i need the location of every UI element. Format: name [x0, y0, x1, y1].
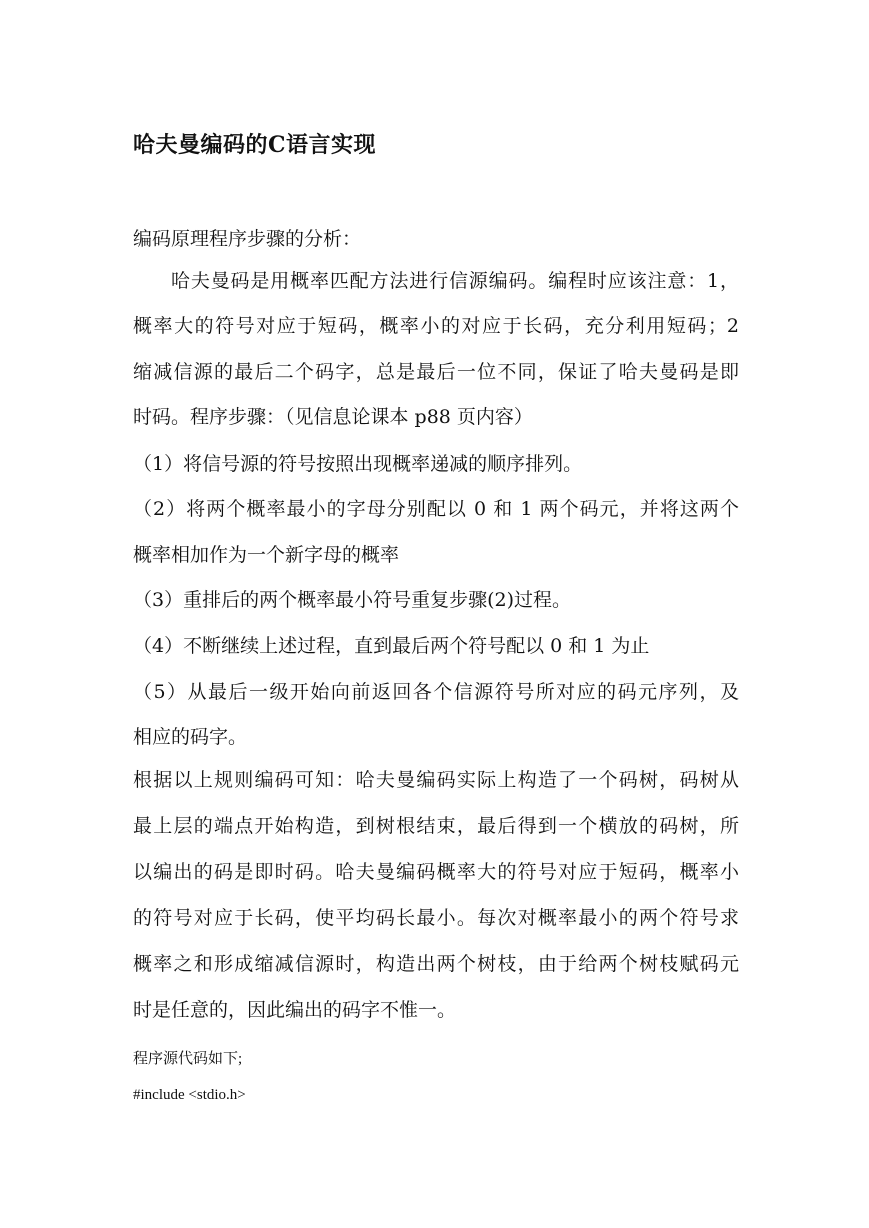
summary-line-1: 根据以上规则编码可知：哈夫曼编码实际上构造了一个码树，码树从 — [133, 769, 739, 791]
step-5-line-2: 相应的码字。 — [133, 726, 248, 748]
code-line-1: #include <stdio.h> — [133, 1087, 246, 1103]
intro-line-2: 概率大的符号对应于短码，概率小的对应于长码，充分利用短码；2 — [133, 315, 739, 337]
summary-line-3: 以编出的码是即时码。哈夫曼编码概率大的符号对应于短码，概率小 — [133, 861, 739, 883]
intro-line-3: 缩减信源的最后二个码字，总是最后一位不同，保证了哈夫曼码是即 — [133, 361, 739, 383]
step-3: （3）重排后的两个概率最小符号重复步骤(2)过程。 — [133, 589, 572, 611]
step-2-line-1: （2）将两个概率最小的字母分别配以 0 和 1 两个码元，并将这两个 — [133, 498, 739, 520]
step-5-line-1: （5）从最后一级开始向前返回各个信源符号所对应的码元序列，及 — [133, 681, 739, 703]
source-code-label: 程序源代码如下; — [133, 1051, 243, 1067]
section-heading: 编码原理程序步骤的分析： — [133, 228, 362, 250]
step-1: （1）将信号源的符号按照出现概率递减的顺序排列。 — [133, 453, 583, 475]
summary-line-6: 时是任意的，因此编出的码字不惟一。 — [133, 999, 457, 1021]
step-4: （4）不断继续上述过程，直到最后两个符号配以 0 和 1 为止 — [133, 635, 650, 657]
document-title: 哈夫曼编码的C语言实现 — [133, 132, 377, 158]
summary-line-2: 最上层的端点开始构造，到树根结束，最后得到一个横放的码树，所 — [133, 815, 739, 837]
summary-line-4: 的符号对应于长码，使平均码长最小。每次对概率最小的两个符号求 — [133, 907, 739, 929]
summary-line-5: 概率之和形成缩减信源时，构造出两个树枝，由于给两个树枝赋码元 — [133, 953, 739, 975]
intro-line-1: 哈夫曼码是用概率匹配方法进行信源编码。编程时应该注意：1， — [171, 270, 739, 292]
step-2-line-2: 概率相加作为一个新字母的概率 — [133, 544, 400, 566]
intro-line-4: 时码。程序步骤：（见信息论课本 p88 页内容） — [133, 406, 533, 428]
